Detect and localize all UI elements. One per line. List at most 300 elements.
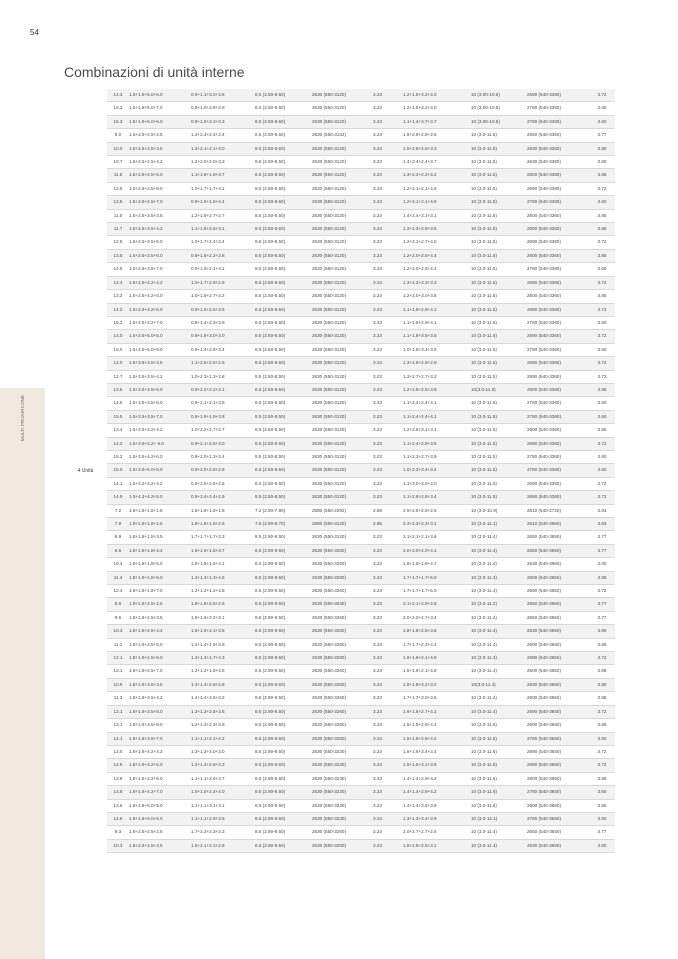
cell-heating-cop: 3.60 (589, 343, 615, 356)
cell-combination: 1.8+2.5+2.5+2.5 (129, 826, 191, 839)
cell-indoor-capacity: 1.0+2.2+2.7+2.7 (191, 424, 255, 437)
table-row (64, 571, 615, 584)
cell-total-capacity: 11.0 (107, 209, 129, 222)
cell-cooling-eer: 3.23 (373, 786, 403, 799)
table-row (64, 276, 615, 289)
cell-heating-power: 2630 (540-3650) (527, 678, 589, 691)
cell-cooling-capacity: 8.5 (2.50-8.50) (255, 209, 312, 222)
cell-combination: 1.8+1.8+1.8+3.5 (129, 531, 191, 544)
cell-total-capacity: 12.5 (107, 182, 129, 195)
side-tab (0, 388, 45, 959)
cell-total-capacity: 12.1 (107, 705, 129, 718)
cell-heating-split: 1.5+1.5+3.1+3.9 (403, 759, 471, 772)
cell-cooling-power: 2630 (550-3040) (312, 598, 373, 611)
cell-heating-capacity: 10 (3.0-11.2) (471, 598, 527, 611)
table-row (64, 504, 615, 517)
cell-heating-capacity: 10 (3.0-11.4) (471, 839, 527, 852)
cell-heating-power: 2600 (540-3360) (527, 290, 589, 303)
cell-cooling-eer: 3.23 (373, 290, 403, 303)
cell-cooling-capacity: 8.5 (2.50-8.50) (255, 450, 312, 463)
cell-heating-power: 2690 (540-3360) (527, 357, 589, 370)
cell-cooling-capacity: 8.5 (2.50-8.50) (255, 169, 312, 182)
cell-heating-cop: 3.80 (589, 156, 615, 169)
cell-heating-power: 2600 (540-3650) (527, 692, 589, 705)
cell-cooling-eer: 3.23 (373, 450, 403, 463)
cell-total-capacity: 10.7 (107, 156, 129, 169)
cell-cooling-power: 2630 (550-3260) (312, 625, 373, 638)
cell-combination: 1.5+3.5+4.2+6.0 (129, 450, 191, 463)
cell-indoor-capacity: 1.2+1.2+2.3+3.9 (191, 719, 255, 732)
cell-total-capacity: 13.1 (107, 665, 129, 678)
cell-cooling-eer: 3.23 (373, 625, 403, 638)
cell-heating-capacity: 10 (3.0-11.6) (471, 799, 527, 812)
cell-heating-split: 1.6+1.6+3.4+3.4 (403, 745, 471, 758)
cell-cooling-capacity: 8.5 (2.90-9.50) (255, 732, 312, 745)
cell-cooling-power: 2630 (550-3260) (312, 665, 373, 678)
table-row (64, 450, 615, 463)
cell-heating-cop: 3.80 (589, 558, 615, 571)
cell-cooling-eer: 3.23 (373, 343, 403, 356)
cell-combination: 1.5+2.5+2.5+4.2 (129, 156, 191, 169)
cell-heating-power: 2780 (540-3360) (527, 343, 589, 356)
table-row (64, 812, 615, 825)
table-row (64, 236, 615, 249)
table-row (64, 678, 615, 691)
cell-cooling-eer: 3.23 (373, 652, 403, 665)
cell-combination: 1.5+2.5+4.2+4.2 (129, 276, 191, 289)
cell-cooling-capacity: 8.5 (2.50-8.50) (255, 303, 312, 316)
cell-combination: 1.8+1.8+1.8+6.0 (129, 571, 191, 584)
cell-indoor-capacity: 0.9+1.5+2.5+3.6 (191, 303, 255, 316)
cell-cooling-eer: 3.23 (373, 826, 403, 839)
cell-heating-power: 2690 (540-3650) (527, 745, 589, 758)
cell-cooling-eer: 3.23 (373, 598, 403, 611)
cell-cooling-eer: 3.23 (373, 410, 403, 423)
cell-heating-capacity: 10 (3.0-11.4) (471, 652, 527, 665)
cell-heating-cop: 3.60 (589, 410, 615, 423)
cell-indoor-capacity: 1.5+1.5+1.5+4.1 (191, 558, 255, 571)
table-row (64, 772, 615, 785)
cell-indoor-capacity: 1.2+1.9+2.7+2.7 (191, 209, 255, 222)
cell-total-capacity: 14.0 (107, 330, 129, 343)
cell-combination: 1.5+3.5+3.5+4.2 (129, 370, 191, 383)
cell-combination: 1.5+3.5+3.5+6.0 (129, 397, 191, 410)
cell-combination: 1.5+2.5+5.0+6.0 (129, 343, 191, 356)
cell-total-capacity: 14.9 (107, 491, 129, 504)
group-label: 4 Unità (64, 89, 107, 853)
cell-heating-cop: 3.60 (589, 115, 615, 128)
cell-heating-split: 1.6+1.6+2.7+4.1 (403, 705, 471, 718)
table-row (64, 223, 615, 236)
cell-cooling-capacity: 8.5 (2.50-8.50) (255, 249, 312, 262)
cell-heating-power: 2600 (540-3650) (527, 799, 589, 812)
cell-heating-split: 1.3+2.7+2.7+3.3 (403, 370, 471, 383)
cell-combination: 1.5+1.8+6.0+6.0 (129, 115, 191, 128)
cell-heating-power: 2610 (540-2720) (527, 504, 589, 517)
cell-heating-capacity: 10 (3.0-11.5) (471, 370, 527, 383)
cell-cooling-eer: 3.23 (373, 156, 403, 169)
cell-combination: 1.5+2.5+3.5+3.5 (129, 209, 191, 222)
cell-heating-capacity: 10 (3.0-11.6) (471, 719, 527, 732)
cell-cooling-eer: 3.23 (373, 303, 403, 316)
cell-cooling-eer: 3.23 (373, 839, 403, 852)
cell-indoor-capacity: 0.9+1.4+2.8+3.4 (191, 343, 255, 356)
cell-cooling-capacity: 8.5 (2.50-8.50) (255, 477, 312, 490)
cell-heating-capacity: 10 (3.00-10.5) (471, 102, 527, 115)
cell-cooling-capacity: 8.5 (2.90-9.50) (255, 705, 312, 718)
cell-heating-power: 2600 (540-3360) (527, 209, 589, 222)
table-row (64, 625, 615, 638)
cell-combination: 1.8+1.8+2.5+5.0 (129, 638, 191, 651)
cell-total-capacity: 12.1 (107, 652, 129, 665)
cell-total-capacity: 14.1 (107, 732, 129, 745)
cell-heating-split: 1.7+1.7+1.7+5.0 (403, 585, 471, 598)
cell-heating-capacity: 10 (3.0-11.5) (471, 410, 527, 423)
cell-cooling-power: 2630 (550-3132) (312, 129, 373, 142)
cell-cooling-power: 2630 (550-3120) (312, 276, 373, 289)
table-row (64, 437, 615, 450)
cell-heating-capacity: 10 (3.0-11.5) (471, 182, 527, 195)
cell-heating-capacity: 10 (3.0-11.5) (471, 330, 527, 343)
cell-total-capacity: 15.0 (107, 464, 129, 477)
cell-heating-cop: 3.77 (589, 129, 615, 142)
cell-total-capacity: 13.5 (107, 383, 129, 396)
cell-combination: 1.5+2.5+2.5+6.0 (129, 182, 191, 195)
cell-heating-cop: 3.72 (589, 236, 615, 249)
cell-heating-capacity: 10 (3.0-12.1) (471, 812, 527, 825)
cell-cooling-eer: 2.95 (373, 518, 403, 531)
cell-heating-capacity: 10 (3.0-11.5) (471, 491, 527, 504)
cell-combination: 1.5+2.5+3.5+6.0 (129, 249, 191, 262)
cell-combination: 1.8+1.8+1.8+2.5 (129, 518, 191, 531)
cell-heating-cop: 3.60 (589, 812, 615, 825)
cell-combination: 1.5+4.2+4.2+4.2 (129, 477, 191, 490)
cell-cooling-power: 2680 (550-3120) (312, 518, 373, 531)
cell-total-capacity: 14.6 (107, 812, 129, 825)
cell-heating-capacity: 10 (3.00-10.5) (471, 115, 527, 128)
table-row (64, 370, 615, 383)
cell-cooling-power: 2630 (550-3120) (312, 397, 373, 410)
cell-heating-cop: 3.60 (589, 786, 615, 799)
cell-total-capacity: 14.5 (107, 263, 129, 276)
cell-heating-cop: 3.77 (589, 598, 615, 611)
cell-indoor-capacity: 1.0+1.0+2.4+4.0 (191, 786, 255, 799)
cell-heating-power: 2690 (540-3360) (527, 182, 589, 195)
cell-total-capacity: 15.2 (107, 450, 129, 463)
cell-heating-power: 2600 (540-3360) (527, 169, 589, 182)
cell-cooling-capacity: 8.5 (2.90-9.50) (255, 544, 312, 557)
cell-indoor-capacity: 0.9+2.4+2.4+2.9 (191, 491, 255, 504)
cell-heating-power: 2690 (540-3360) (527, 89, 589, 102)
cell-heating-cop: 3.60 (589, 397, 615, 410)
cell-heating-power: 2690 (540-3360) (527, 477, 589, 490)
cell-cooling-capacity: 8.5 (2.90-9.50) (255, 759, 312, 772)
cell-combination: 1.5+2.5+2.5+2.5 (129, 129, 191, 142)
cell-indoor-capacity: 1.2+1.2+1.6+4.6 (191, 665, 255, 678)
cell-cooling-eer: 3.23 (373, 745, 403, 758)
cell-cooling-eer: 3.23 (373, 665, 403, 678)
cell-heating-split: 1.6+1.6+2.1+4.8 (403, 665, 471, 678)
cell-cooling-capacity: 8.5 (2.50-8.50) (255, 357, 312, 370)
cell-heating-power: 2780 (540-3360) (527, 397, 589, 410)
table-row (64, 652, 615, 665)
cell-cooling-power: 2630 (550-3260) (312, 544, 373, 557)
cell-heating-cop: 3.85 (589, 169, 615, 182)
cell-cooling-capacity: 8.5 (2.50-8.50) (255, 330, 312, 343)
cell-cooling-capacity: 8.5 (2.90-9.50) (255, 719, 312, 732)
cell-cooling-power: 2630 (550-3260) (312, 652, 373, 665)
cell-total-capacity: 8.6 (107, 598, 129, 611)
cell-heating-cop: 3.72 (589, 437, 615, 450)
table-row (64, 518, 615, 531)
cell-heating-capacity: 10 (3.0-11.5) (471, 303, 527, 316)
cell-heating-cop: 3.60 (589, 450, 615, 463)
cell-heating-capacity: 10 (3.0-11.4) (471, 692, 527, 705)
cell-cooling-power: 2630 (550-3120) (312, 477, 373, 490)
page-number: 54 (30, 28, 39, 37)
cell-heating-power: 2600 (540-3650) (527, 571, 589, 584)
cell-heating-power: 2780 (540-3360) (527, 102, 589, 115)
cell-total-capacity: 13.2 (107, 290, 129, 303)
cell-heating-split: 1.3+2.2+2.2+4.2 (403, 169, 471, 182)
cell-cooling-power: 2630 (550-3120) (312, 223, 373, 236)
table-row (64, 424, 615, 437)
cell-heating-cop: 3.72 (589, 759, 615, 772)
cell-combination: 1.8+1.8+3.5+5.0 (129, 705, 191, 718)
cell-heating-power: 2780 (540-3360) (527, 410, 589, 423)
cell-heating-power: 2780 (540-3650) (527, 812, 589, 825)
cell-cooling-power: 2630 (550-3120) (312, 156, 373, 169)
cell-heating-split: 2.1+2.1+2.9+2.9 (403, 598, 471, 611)
cell-cooling-power: 2630 (550-3120) (312, 89, 373, 102)
table-row (64, 169, 615, 182)
cell-combination: 1.5+3.5+4.2+ 5.0 (129, 437, 191, 450)
cell-cooling-power: 2630 (550-3120) (312, 303, 373, 316)
cell-total-capacity: 8.9 (107, 531, 129, 544)
cell-cooling-power: 2630 (550-3260) (312, 678, 373, 691)
cell-heating-capacity: 10 (3.0-11.5) (471, 290, 527, 303)
cell-combination: 1.5+2.5+5.0+5.0 (129, 330, 191, 343)
cell-heating-split: 1.1+2.4+2.4+4.1 (403, 410, 471, 423)
cell-cooling-power: 2630 (550-3260) (312, 839, 373, 852)
cell-heating-capacity: 10 (3.0-11.6) (471, 786, 527, 799)
cell-heating-capacity: 10 (3.0-11.4) (471, 665, 527, 678)
cell-heating-split: 1.7+1.7+1.7+5.0 (403, 571, 471, 584)
cell-heating-power: 2780 (540-3360) (527, 263, 589, 276)
cell-cooling-eer: 3.23 (373, 169, 403, 182)
cell-cooling-eer: 3.23 (373, 812, 403, 825)
cell-heating-power: 2780 (540-3360) (527, 316, 589, 329)
cell-heating-cop: 3.72 (589, 745, 615, 758)
cell-total-capacity: 15.0 (107, 343, 129, 356)
cell-combination: 1.5+1.8+5.0+6.0 (129, 89, 191, 102)
cell-indoor-capacity: 1.1+2.5+2.5+2.5 (191, 357, 255, 370)
cell-heating-cop: 3.72 (589, 705, 615, 718)
cell-heating-cop: 3.85 (589, 249, 615, 262)
cell-total-capacity: 9.6 (107, 611, 129, 624)
cell-heating-cop: 3.72 (589, 477, 615, 490)
cell-heating-capacity: 10 (3.0-11.4) (471, 625, 527, 638)
cell-heating-power: 2780 (540-3360) (527, 196, 589, 209)
cell-indoor-capacity: 0.9+1.1+3.0+3.6 (191, 89, 255, 102)
cell-heating-split: 1.1+2.4+2.4+4.1 (403, 397, 471, 410)
table-row (64, 598, 615, 611)
cell-total-capacity: 7.2 (107, 504, 129, 517)
cell-indoor-capacity: 1.3+2.1+2.1+3.0 (191, 142, 255, 155)
cell-cooling-capacity: 8.5 (2.50-8.50) (255, 383, 312, 396)
cell-cooling-power: 2630 (550-3120) (312, 424, 373, 437)
cell-heating-capacity: 10 (3.0-11.6) (471, 732, 527, 745)
cell-cooling-eer: 3.23 (373, 142, 403, 155)
cell-combination: 1.8+1.8+3.5+7.0 (129, 732, 191, 745)
cell-cooling-eer: 3.23 (373, 799, 403, 812)
cell-total-capacity: 11.3 (107, 692, 129, 705)
cell-combination: 1.8+1.8+3.5+4.2 (129, 692, 191, 705)
cell-heating-cop: 3.60 (589, 196, 615, 209)
table-row (64, 531, 615, 544)
cell-heating-power: 2600 (540-3360) (527, 223, 589, 236)
cell-cooling-eer: 3.23 (373, 276, 403, 289)
cell-indoor-capacity: 1.5+2.1+2.1+2.8 (191, 839, 255, 852)
cell-heating-cop: 3.80 (589, 142, 615, 155)
cell-heating-split: 2.3+2.3+2.3+3.1 (403, 518, 471, 531)
cell-cooling-eer: 3.23 (373, 464, 403, 477)
cell-total-capacity: 13.6 (107, 799, 129, 812)
cell-heating-power: 2780 (540-3650) (527, 786, 589, 799)
cell-cooling-capacity: 8.5 (2.90-9.50) (255, 625, 312, 638)
cell-heating-split: 2.1+2.1+2.1+3.6 (403, 531, 471, 544)
table-row (64, 290, 615, 303)
cell-cooling-capacity: 7.9 (2.90-8.70) (255, 518, 312, 531)
cell-indoor-capacity: 1.0+2.3+2.3+2.8 (191, 370, 255, 383)
cell-heating-power: 2780 (540-3360) (527, 464, 589, 477)
table-row (64, 303, 615, 316)
cell-indoor-capacity: 1.3+1.3+3.0+3.0 (191, 745, 255, 758)
cell-heating-power: 2690 (540-3360) (527, 303, 589, 316)
cell-indoor-capacity: 1.1+1.1+2.6+3.7 (191, 772, 255, 785)
cell-heating-capacity: 10 (3.0-11.5) (471, 424, 527, 437)
cell-heating-split: 1.2+2.0+2.5+4.4 (403, 249, 471, 262)
cell-cooling-capacity: 8.5 (2.50-8.50) (255, 236, 312, 249)
cell-heating-capacity: 10 (3.0-11.4) (471, 571, 527, 584)
cell-heating-power: 2690 (540-3360) (527, 491, 589, 504)
cell-total-capacity: 13.4 (107, 424, 129, 437)
cell-cooling-eer: 3.23 (373, 383, 403, 396)
cell-heating-split: 1.2+2.6+3.1+3.1 (403, 424, 471, 437)
cell-heating-power: 2600 (540-3360) (527, 249, 589, 262)
cell-combination: 1.8+1.8+5.0+5.0 (129, 799, 191, 812)
cell-heating-power: 2690 (540-3650) (527, 759, 589, 772)
cell-cooling-capacity: 8.5 (2.50-8.50) (255, 142, 312, 155)
table-row (64, 464, 615, 477)
cell-indoor-capacity: 1.7+1.7+1.7+3.3 (191, 531, 255, 544)
cell-heating-split: 2.0+2.7+2.7+2.6 (403, 826, 471, 839)
table-row (64, 343, 615, 356)
cell-heating-cop: 3.85 (589, 638, 615, 651)
table-row (64, 759, 615, 772)
cell-heating-power: 2600 (540-3650) (527, 638, 589, 651)
cell-heating-split: 1.4+2.4+2.4+3.7 (403, 156, 471, 169)
cell-cooling-power: 2630 (550-3230) (312, 772, 373, 785)
cell-heating-power: 2690 (540-3360) (527, 330, 589, 343)
cell-heating-power: 2690 (540-3650) (527, 705, 589, 718)
cell-total-capacity: 12.0 (107, 357, 129, 370)
cell-indoor-capacity: 1.5+1.5+2.1+3.5 (191, 625, 255, 638)
cell-combination: 1.5+3.5+4.2+4.2 (129, 424, 191, 437)
cell-indoor-capacity: 1.4+1.4+1.9+3.9 (191, 638, 255, 651)
cell-combination: 1.8+1.8+3.5+6.0 (129, 719, 191, 732)
cell-indoor-capacity: 0.9+1.5+2.1+4.1 (191, 263, 255, 276)
cell-cooling-eer: 3.23 (373, 357, 403, 370)
cell-cooling-capacity: 8.5 (2.50-8.50) (255, 316, 312, 329)
cell-cooling-eer: 3.23 (373, 209, 403, 222)
cell-total-capacity: 15.2 (107, 316, 129, 329)
cell-heating-capacity: 10 (3.0-11.5) (471, 276, 527, 289)
cell-total-capacity: 9.3 (107, 826, 129, 839)
table-row (64, 102, 615, 115)
table-row (64, 316, 615, 329)
cell-heating-split: 1.8+1.8+1.8+4.7 (403, 558, 471, 571)
cell-combination: 1.8+1.8+2.5+6.0 (129, 652, 191, 665)
cell-heating-capacity: 10 (3.0-11.5) (471, 249, 527, 262)
cell-cooling-power: 2630 (550-3120) (312, 102, 373, 115)
cell-heating-cop: 3.85 (589, 719, 615, 732)
cell-cooling-power: 2630 (550-3120) (312, 330, 373, 343)
table-body (64, 89, 615, 853)
cell-cooling-capacity: 8.5 (2.50-8.50) (255, 491, 312, 504)
cell-cooling-eer: 3.23 (373, 236, 403, 249)
cell-heating-capacity: 10 (3.0-11.5) (471, 437, 527, 450)
cell-combination: 1.8+1.8+1.8+7.0 (129, 585, 191, 598)
cell-cooling-eer: 3.23 (373, 571, 403, 584)
cell-total-capacity: 11.7 (107, 223, 129, 236)
cell-total-capacity: 15.3 (107, 115, 129, 128)
cell-heating-cop: 3.60 (589, 263, 615, 276)
cell-cooling-power: 2630 (550-3120) (312, 316, 373, 329)
cell-combination: 1.8+1.8+1.8+5.0 (129, 558, 191, 571)
cell-cooling-power: 2630 (550-3120) (312, 290, 373, 303)
cell-cooling-eer: 3.23 (373, 196, 403, 209)
cell-heating-capacity: 10 (3.0-11.5) (471, 316, 527, 329)
cell-indoor-capacity: 1.1+1.1+3.1+3.1 (191, 799, 255, 812)
cell-cooling-capacity: 8.5 (2.90-9.50) (255, 692, 312, 705)
cell-heating-power: 2690 (540-3360) (527, 437, 589, 450)
cell-cooling-eer: 3.23 (373, 638, 403, 651)
cell-cooling-power: 2630 (550-3260) (312, 585, 373, 598)
table-row (64, 142, 615, 155)
side-tab-line-1: AIRCONE (20, 394, 25, 417)
cell-total-capacity: 11.5 (107, 169, 129, 182)
cell-heating-split: 1.4+1.4+2.9+4.2 (403, 786, 471, 799)
cell-cooling-eer: 2.69 (373, 504, 403, 517)
cell-heating-split: 1.3+2.2+3.3+3.3 (403, 276, 471, 289)
table-row (64, 665, 615, 678)
cell-indoor-capacity: 1.0+1.7+1.7+4.1 (191, 182, 255, 195)
cell-heating-capacity: 10 (3.0-11.5) (471, 129, 527, 142)
cell-cooling-power: 2630 (550-3260) (312, 571, 373, 584)
cell-indoor-capacity: 0.8+1.0+2.8+3.9 (191, 102, 255, 115)
cell-cooling-capacity: 8.5 (2.50-8.50) (255, 370, 312, 383)
cell-heating-power: 2650 (540-3650) (527, 611, 589, 624)
cell-heating-capacity: 10 (3.0-11.5) (471, 464, 527, 477)
cell-combination: 1.8+1.8+2.5+3.5 (129, 611, 191, 624)
cell-cooling-capacity: 8.5 (2.90-9.50) (255, 571, 312, 584)
cell-combination: 1.5+3.5+5.0+5.0 (129, 464, 191, 477)
cell-heating-power: 2690 (540-3650) (527, 652, 589, 665)
cell-indoor-capacity: 1.4+2.4+2.4+2.4 (191, 129, 255, 142)
cell-cooling-capacity: 8.5 (2.50-8.50) (255, 115, 312, 128)
cell-indoor-capacity: 0.9+2.5+2.5+2.5 (191, 477, 255, 490)
